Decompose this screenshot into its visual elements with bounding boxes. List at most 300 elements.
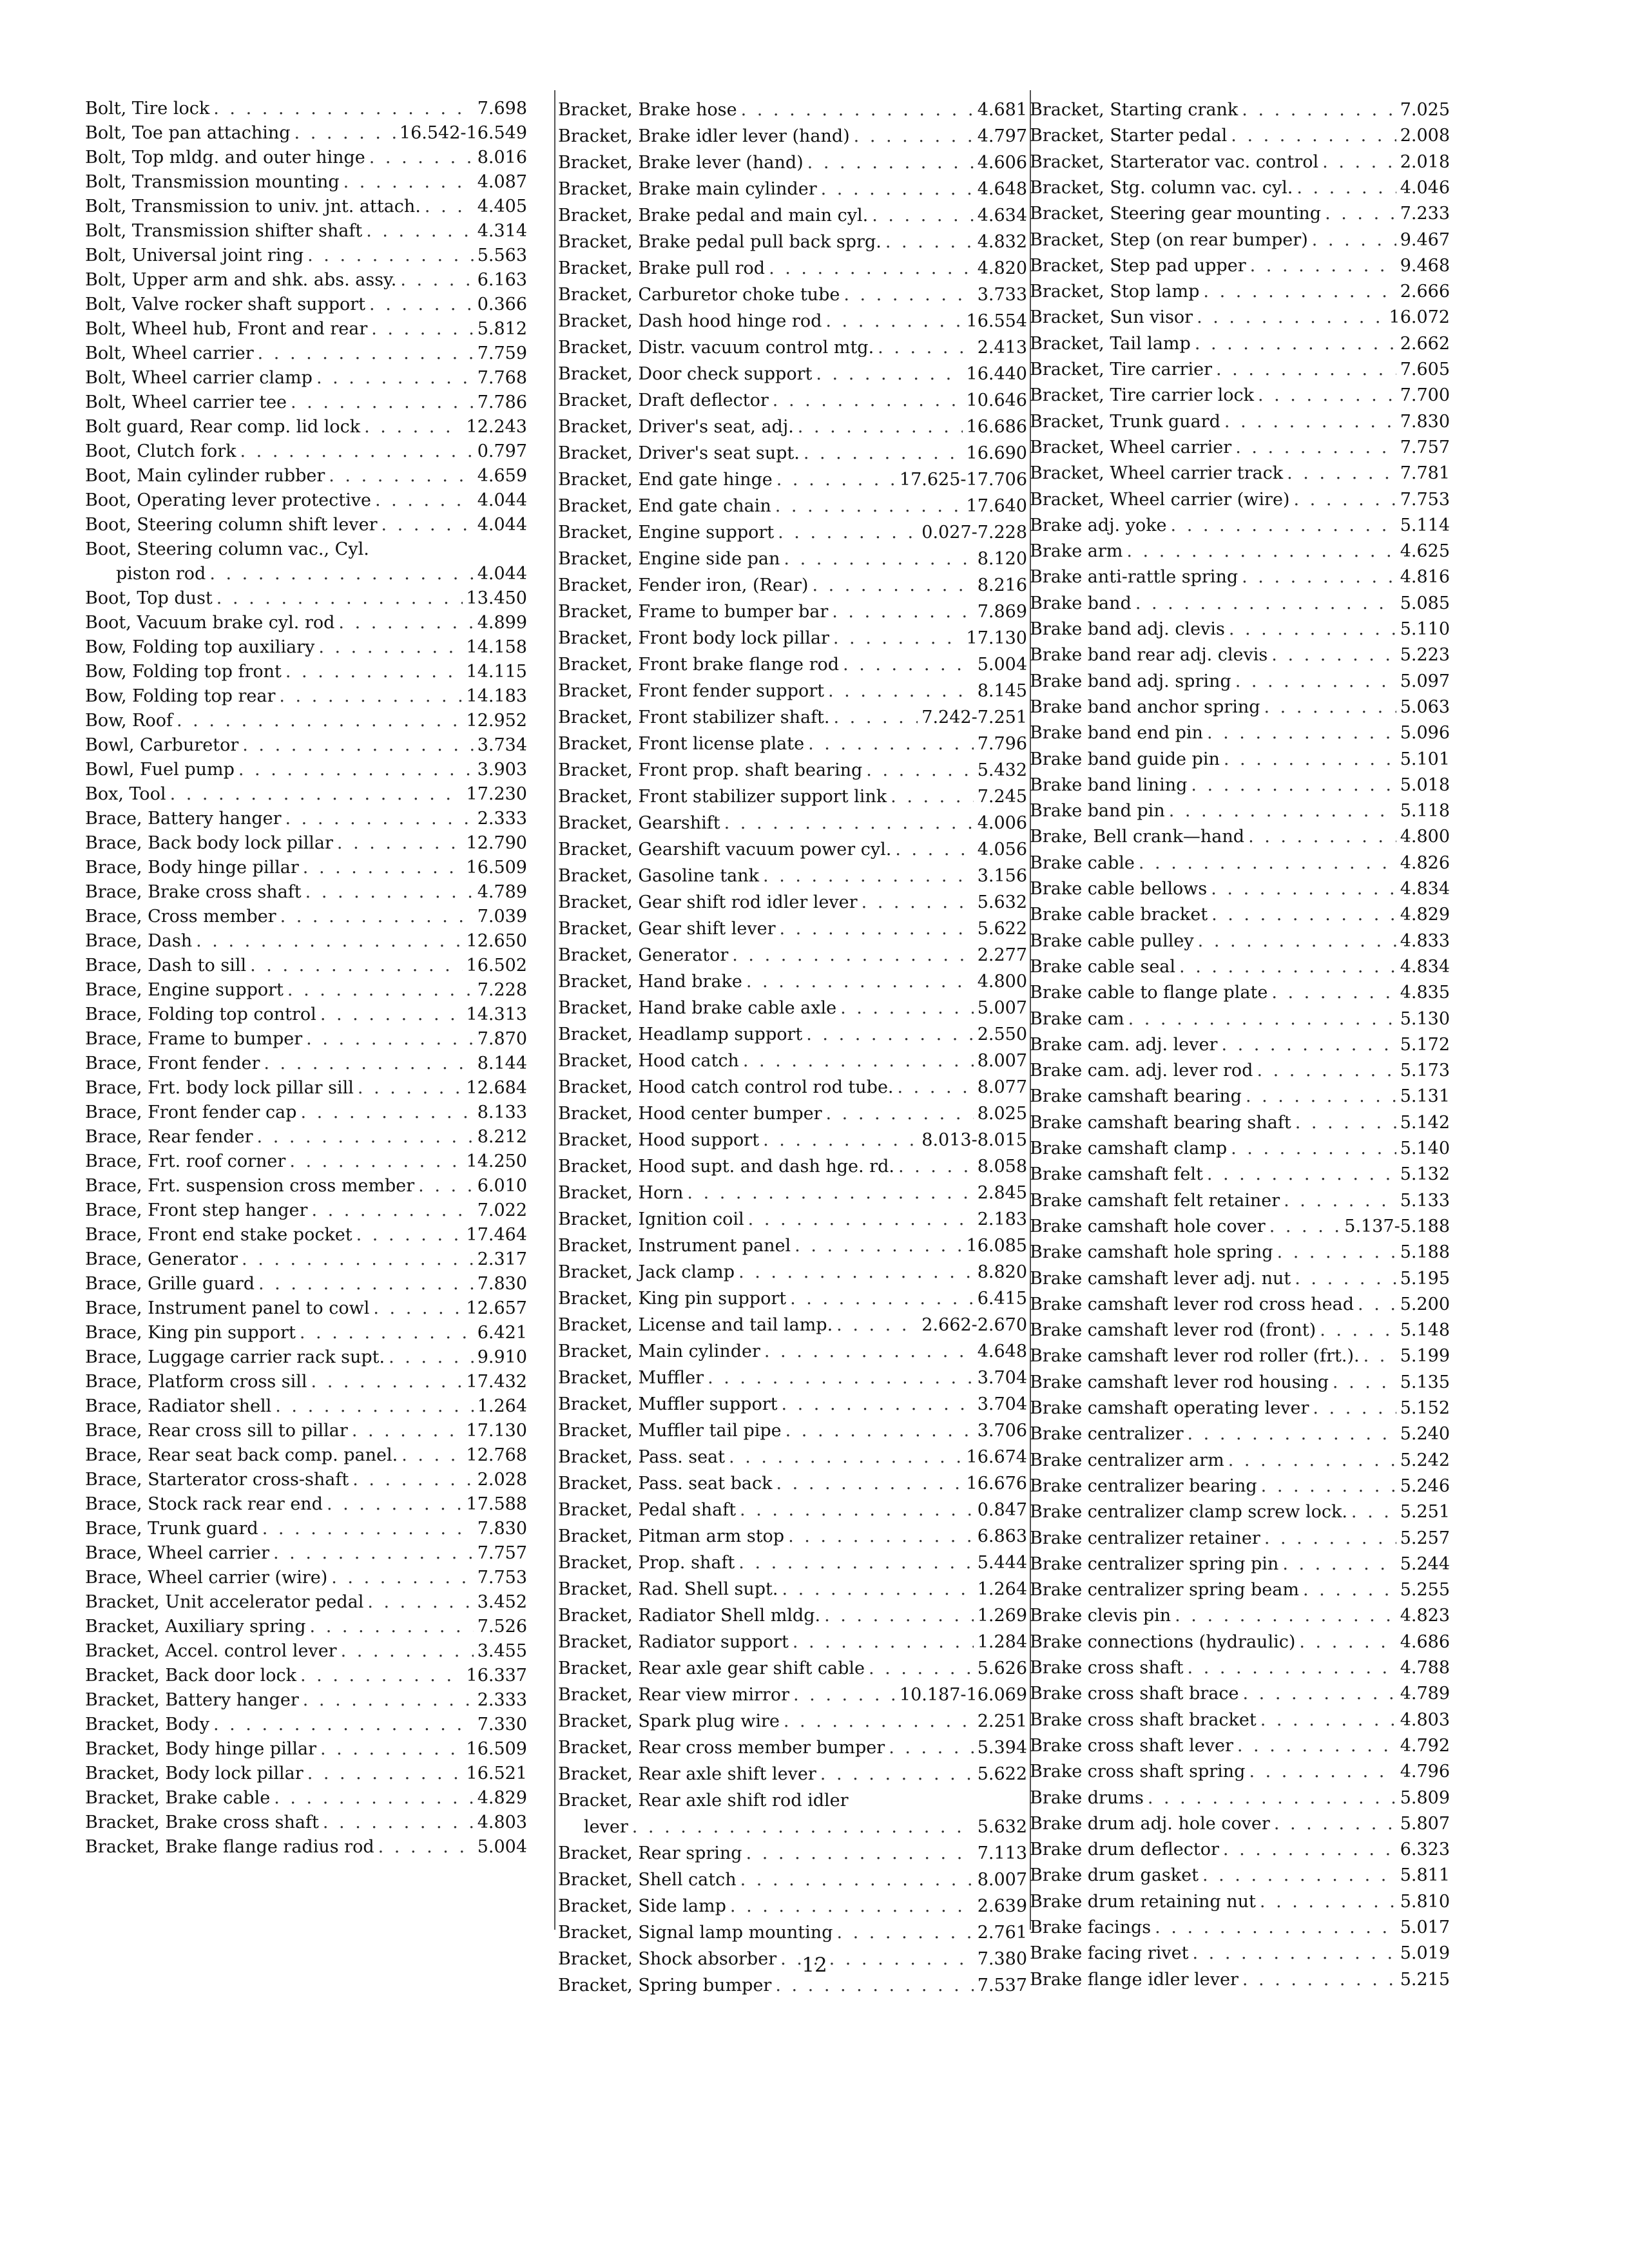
leader-dots: [763, 864, 974, 889]
index-entry: [1030, 1189, 1450, 1213]
index-entry-name: Brake cam. adj. lever rod: [1030, 1061, 1253, 1081]
index-entry: [85, 390, 527, 415]
leader-dots: [1351, 1500, 1396, 1524]
index-entry-name: Brake cross shaft bracket: [1030, 1709, 1257, 1730]
index-entry-page: 4.832: [977, 232, 1027, 252]
index-entry-name: Bracket, Front body lock pillar: [558, 628, 829, 648]
leader-dots: [303, 856, 463, 880]
leader-dots: [1269, 1215, 1341, 1239]
leader-dots: [807, 151, 974, 175]
leader-dots: [1313, 1396, 1396, 1421]
index-entry-page: 5.563: [477, 245, 527, 265]
index-entry-page: 16.521: [466, 1763, 527, 1783]
index-entry-name: Bracket, Brake pedal and main cyl.: [558, 206, 869, 226]
index-entry-page: 2.413: [977, 338, 1027, 358]
leader-dots: [1296, 176, 1396, 200]
index-entry-name: Bolt, Wheel carrier: [85, 343, 254, 363]
index-entry: [1030, 955, 1450, 979]
index-entry-page: 16.440: [966, 364, 1027, 384]
index-entry-name: Brake facing rivet: [1030, 1943, 1189, 1964]
leader-dots: [1148, 1786, 1396, 1811]
leader-dots: [418, 1174, 474, 1198]
leader-dots: [358, 1076, 463, 1100]
index-entry-page: 7.700: [1400, 385, 1450, 406]
index-entry: [85, 1296, 527, 1321]
index-entry: [1030, 1474, 1450, 1499]
index-entry-page: 13.450: [466, 588, 527, 608]
leader-dots: [1224, 747, 1396, 772]
index-entry-name: Bracket, Hand brake cable axle: [558, 998, 837, 1018]
leader-dots: [273, 1541, 474, 1566]
index-entry: [1030, 773, 1450, 798]
leader-dots: [778, 521, 918, 545]
index-entry-name: Bracket, Signal lamp mounting: [558, 1923, 833, 1943]
leader-dots: [287, 978, 474, 1003]
index-entry-page: 9.467: [1400, 229, 1450, 250]
index-entry-page: 5.188: [1400, 1242, 1450, 1263]
index-entry-page: 8.007: [977, 1870, 1027, 1890]
index-entry-page: 6.421: [477, 1323, 527, 1343]
index-entry-name: Bracket, King pin support: [558, 1289, 787, 1309]
index-entry: [558, 706, 1027, 730]
index-entry: [558, 917, 1027, 941]
index-entry-name: Bracket, Rear spring: [558, 1843, 742, 1863]
index-entry-name: Bracket, Wheel carrier (wire): [1030, 489, 1290, 510]
index-entry-name: Brake camshaft lever adj. nut: [1030, 1268, 1291, 1289]
index-entry-name: Bracket, Shock absorber: [558, 1949, 777, 1969]
leader-dots: [1271, 981, 1396, 1005]
index-entry: [1030, 1448, 1450, 1473]
index-entry: [558, 1894, 1027, 1919]
index-entry-name: Bracket, Front brake flange rod: [558, 655, 840, 675]
index-entry-page: 2.662: [1400, 333, 1450, 354]
index-entry: [1030, 1656, 1450, 1680]
index-entry-name: Brake camshaft lever rod roller (frt.).: [1030, 1346, 1360, 1367]
index-entry-page: 7.113: [977, 1843, 1027, 1863]
index-entry: [85, 488, 527, 513]
index-entry-name: Brake camshaft felt: [1030, 1164, 1203, 1185]
index-entry: [85, 1443, 527, 1468]
index-entry-name: Brace, King pin support: [85, 1323, 296, 1343]
leader-dots: [836, 1313, 918, 1338]
leader-dots: [316, 366, 474, 390]
leader-dots: [1293, 488, 1396, 512]
index-entry-name: Brake centralizer bearing: [1030, 1475, 1257, 1496]
index-entry-name: Bracket, Shell catch: [558, 1870, 737, 1890]
index-entry: [85, 709, 527, 733]
index-entry-page: 16.509: [466, 858, 527, 878]
index-entry: [1030, 1708, 1450, 1733]
index-entry: [85, 464, 527, 488]
leader-dots: [300, 1321, 474, 1345]
index-entry-name: Brake flange idler lever: [1030, 1969, 1239, 1990]
index-entry-page: 4.044: [477, 564, 527, 584]
index-entry: [1030, 150, 1450, 175]
index-entry: [558, 1815, 1027, 1840]
leader-dots: [729, 1445, 962, 1470]
index-entry-name: Bracket, Engine side pan: [558, 549, 780, 569]
leader-dots: [389, 1345, 474, 1370]
leader-dots: [170, 782, 463, 807]
leader-dots: [217, 586, 463, 611]
index-entry: [1030, 228, 1450, 253]
index-entry: [85, 170, 527, 195]
index-entry-page: 7.830: [1400, 411, 1450, 432]
index-entry-page: 2.761: [977, 1923, 1027, 1943]
leader-dots: [743, 1049, 974, 1073]
leader-dots: [798, 415, 963, 439]
index-entry-page: 5.257: [1400, 1528, 1450, 1548]
leader-dots: [687, 1181, 973, 1206]
leader-dots: [708, 1366, 974, 1390]
index-entry-name: Bracket, Radiator Shell mldg.: [558, 1606, 821, 1626]
index-entry: [558, 785, 1027, 809]
leader-dots: [1211, 877, 1396, 901]
index-entry: [85, 341, 527, 366]
leader-dots: [804, 441, 963, 466]
index-entry-page: 4.834: [1400, 879, 1450, 899]
index-entry-page: 5.223: [1400, 645, 1450, 666]
leader-dots: [730, 1894, 974, 1919]
leader-dots: [885, 230, 974, 255]
index-entry-page: 5.632: [977, 892, 1027, 912]
index-entry: [1030, 721, 1450, 745]
index-entry-page: 5.019: [1400, 1943, 1450, 1964]
index-entry-page: 2.008: [1400, 126, 1450, 146]
index-entry: [1030, 1916, 1450, 1940]
index-entry-name: Bracket, Spring bumper: [558, 1975, 772, 1995]
leader-dots: [1235, 436, 1396, 460]
leader-dots: [738, 1260, 974, 1285]
index-entry-name: Bracket, Engine support: [558, 523, 775, 543]
leader-dots: [1195, 332, 1396, 356]
index-entry-page: 7.242-7.251: [921, 707, 1027, 727]
leader-dots: [303, 1688, 474, 1713]
index-entry: [85, 1737, 527, 1762]
index-entry-page: 5.140: [1400, 1139, 1450, 1158]
index-entry-page: 14.183: [466, 686, 527, 706]
index-entry-name: Bracket, Rear view mirror: [558, 1685, 789, 1705]
leader-dots: [240, 439, 474, 464]
index-entry-name: Bracket, Brake pull rod: [558, 258, 766, 278]
index-entry-page: 7.753: [477, 1568, 527, 1588]
index-entry-name: Brake anti-rattle spring: [1030, 567, 1239, 588]
index-entry-page: 4.834: [1400, 956, 1450, 977]
leader-dots: [821, 177, 974, 202]
index-entry-page: 12.657: [466, 1298, 527, 1318]
index-entry-page: 14.313: [466, 1004, 527, 1024]
leader-dots: [285, 807, 474, 831]
index-entry-name: Brake camshaft lever rod (front): [1030, 1320, 1316, 1341]
index-entry: [85, 1272, 527, 1296]
index-entry: [85, 1370, 527, 1394]
index-entry-name: Bracket, End gate chain: [558, 496, 771, 516]
index-entry-name: Brake cable pulley: [1030, 930, 1194, 951]
leader-dots: [242, 733, 473, 758]
index-entry-page: 3.706: [977, 1421, 1027, 1441]
index-entry-name: Brake camshaft bearing: [1030, 1086, 1242, 1107]
index-entry-page: 16.072: [1389, 307, 1450, 328]
leader-dots: [1260, 1708, 1396, 1733]
leader-dots: [826, 1102, 974, 1126]
index-entry-page: 5.444: [977, 1553, 1027, 1573]
index-entry: [1030, 1422, 1450, 1446]
leader-dots: [834, 706, 918, 730]
index-entry-page: 5.246: [1400, 1475, 1450, 1496]
index-entry-page: 4.056: [977, 840, 1027, 860]
index-entry-page: 7.781: [1400, 463, 1450, 484]
leader-dots: [1216, 358, 1396, 382]
index-entry-name: Brake camshaft operating lever: [1030, 1398, 1309, 1418]
leader-dots: [1261, 1474, 1396, 1499]
leader-dots: [262, 1517, 474, 1541]
index-entry-page: 4.829: [1400, 905, 1450, 925]
index-entry-page: 2.018: [1400, 151, 1450, 172]
index-entry-page: 5.152: [1400, 1398, 1450, 1418]
leader-dots: [1211, 903, 1396, 927]
index-entry: [1030, 1890, 1450, 1914]
leader-dots: [795, 1234, 962, 1258]
index-entry-name: Brace, Platform cross sill: [85, 1372, 307, 1392]
index-entry-page: 4.789: [1400, 1684, 1450, 1704]
index-entry: [558, 1049, 1027, 1073]
index-entry-name: Bracket, Driver's seat supt.: [558, 443, 800, 463]
leader-dots: [1171, 514, 1396, 538]
index-entry-page: 16.542-16.549: [399, 123, 527, 143]
index-entry: [1030, 591, 1450, 616]
index-entry: [558, 1445, 1027, 1470]
column-divider-left: [554, 90, 555, 1930]
index-entry-name: Bracket, Body: [85, 1715, 209, 1735]
index-entry-page: 8.016: [477, 148, 527, 168]
index-entry-page: 5.809: [1400, 1787, 1450, 1808]
leader-dots: [1295, 1267, 1396, 1291]
index-entry-name: Bracket, Hand brake: [558, 972, 742, 992]
index-entry: [1030, 1162, 1450, 1187]
index-entry-name: Brace, Rear seat back comp. panel.: [85, 1445, 398, 1465]
index-entry-name: Bracket, Fender iron, (Rear): [558, 575, 809, 595]
leader-dots: [1175, 1604, 1396, 1628]
leader-dots: [773, 389, 963, 413]
leader-dots: [898, 1075, 974, 1100]
index-entry: [85, 219, 527, 244]
index-entry: [558, 151, 1027, 175]
index-entry: [85, 195, 527, 219]
index-entry-page: 4.606: [977, 153, 1027, 173]
index-entry-page: 5.137-5.188: [1344, 1216, 1450, 1236]
index-entry-page: 4.796: [1400, 1762, 1450, 1782]
index-entry-page: 7.245: [977, 787, 1027, 807]
index-entry-page: 5.244: [1400, 1553, 1450, 1574]
leader-dots: [341, 1639, 474, 1664]
index-entry: [558, 970, 1027, 994]
index-entry-name: Bracket, Front stabilizer shaft.: [558, 707, 830, 727]
leader-dots: [337, 831, 463, 856]
index-entry: [85, 439, 527, 464]
leader-dots: [1197, 305, 1385, 330]
index-entry-name: Bow, Folding top rear: [85, 686, 276, 706]
index-entry: [85, 1566, 527, 1590]
index-entry: [85, 97, 527, 121]
index-entry-name: Brake centralizer spring beam: [1030, 1580, 1299, 1600]
leader-dots: [764, 1340, 974, 1364]
index-entry: [1030, 1318, 1450, 1343]
leader-dots: [1320, 1318, 1396, 1343]
index-entry-name: Bracket, Muffler tail pipe: [558, 1421, 782, 1441]
index-entry-name: Bracket, Pedal shaft: [558, 1500, 737, 1520]
index-entry-name: Brace, Luggage carrier rack supt.: [85, 1347, 385, 1367]
index-entry-page: 14.115: [466, 662, 527, 682]
index-entry-page: 5.632: [977, 1817, 1027, 1837]
index-entry-name: Bracket, Driver's seat, adj.: [558, 417, 794, 437]
index-entry-name: Brace, Cross member: [85, 907, 276, 927]
index-entry-page: 8.077: [977, 1077, 1027, 1097]
index-entry: [1030, 1267, 1450, 1291]
index-entry-name: Brace, Front fender cap: [85, 1102, 297, 1122]
index-entry: [558, 1498, 1027, 1523]
index-entry-page: 9.910: [477, 1347, 527, 1367]
index-entry-page: 5.017: [1400, 1917, 1450, 1937]
index-entry-page: 4.792: [1400, 1735, 1450, 1756]
index-entry: [558, 230, 1027, 255]
index-entry-page: 5.004: [977, 655, 1027, 675]
index-entry: [558, 1630, 1027, 1655]
index-entry: [558, 600, 1027, 624]
index-entry-name: Bracket, Muffler: [558, 1368, 704, 1388]
index-entry-name: Bracket, Tire carrier: [1030, 360, 1212, 380]
index-entry-name: Bracket, Tail lamp: [1030, 333, 1191, 354]
index-entry: [1030, 539, 1450, 564]
index-entry-page: 10.187-16.069: [899, 1685, 1027, 1705]
index-entry: [1030, 1786, 1450, 1811]
leader-dots: [242, 1247, 474, 1272]
leader-dots: [1243, 1682, 1396, 1706]
index-entry-name: Brace, Starterator cross-shaft: [85, 1470, 349, 1490]
leader-dots: [381, 513, 474, 537]
index-entry-page: 4.829: [477, 1788, 527, 1808]
index-entry-name: Brace, Wheel carrier: [85, 1543, 269, 1563]
index-entry-page: 8.216: [977, 575, 1027, 595]
leader-dots: [746, 1841, 974, 1866]
index-entry: [1030, 695, 1450, 720]
leader-dots: [1282, 1552, 1396, 1577]
index-entry: [558, 1128, 1027, 1153]
leader-dots: [425, 195, 474, 219]
leader-dots: [833, 626, 963, 651]
index-entry: [85, 586, 527, 611]
index-entry: [85, 1345, 527, 1370]
index-entry-page: 5.255: [1400, 1580, 1450, 1600]
index-entry-name: Brake arm: [1030, 541, 1123, 562]
leader-dots: [329, 464, 473, 488]
index-entry: [558, 1472, 1027, 1496]
index-entry-page: 2.639: [977, 1896, 1027, 1916]
leader-dots: [1223, 1838, 1396, 1862]
index-entry-page: 17.464: [466, 1225, 527, 1245]
leader-dots: [812, 573, 973, 598]
index-entry-page: 5.812: [477, 319, 527, 339]
index-entry-name: Brace, Radiator shell: [85, 1396, 272, 1416]
leader-dots: [250, 954, 462, 978]
index-entry-page: 8.025: [977, 1104, 1027, 1124]
index-entry-page: 7.786: [477, 392, 527, 412]
index-entry-name: Boot, Top dust: [85, 588, 213, 608]
index-entry-page: 8.212: [477, 1127, 527, 1147]
index-entry: [1030, 1838, 1450, 1862]
leader-dots: [1188, 1422, 1396, 1446]
index-entry-name: Boot, Clutch fork: [85, 441, 236, 461]
index-entry: [1030, 98, 1450, 122]
leader-dots: [366, 219, 474, 244]
index-entry: [558, 573, 1027, 598]
index-entry-page: 4.634: [977, 206, 1027, 226]
leader-dots: [1258, 383, 1396, 408]
index-entry-page: 4.006: [977, 813, 1027, 833]
index-entry-page: 7.759: [477, 343, 527, 363]
leader-dots: [790, 1287, 974, 1311]
leader-dots: [1221, 1033, 1396, 1057]
index-entry: [85, 1713, 527, 1737]
leader-dots: [895, 838, 973, 862]
leader-dots: [1264, 1526, 1396, 1551]
index-entry: [85, 562, 527, 586]
index-entry-name: Brace, Rear cross sill to pillar: [85, 1421, 348, 1441]
index-entry-name: Bracket, Rear cross member bumper: [558, 1738, 885, 1758]
index-entry: [85, 954, 527, 978]
index-entry-name: Brake camshaft hole cover: [1030, 1216, 1266, 1236]
index-entry: [85, 635, 527, 660]
index-entry: [85, 929, 527, 954]
index-entry: [85, 660, 527, 684]
index-entry-name: Bow, Folding top front: [85, 662, 282, 682]
leader-dots: [775, 494, 963, 519]
index-entry: [85, 1639, 527, 1664]
index-entry: [558, 1023, 1027, 1047]
index-entry-page: 5.132: [1400, 1164, 1450, 1185]
index-entry: [558, 1260, 1027, 1285]
index-entry: [558, 1392, 1027, 1417]
index-entry: [558, 1102, 1027, 1126]
leader-dots: [275, 1394, 473, 1419]
index-entry-name: Bracket, Back door lock: [85, 1666, 296, 1686]
index-entry-name: Brake cam. adj. lever: [1030, 1034, 1218, 1055]
index-entry-name: Brake centralizer: [1030, 1424, 1184, 1445]
index-entry-page: 8.144: [477, 1053, 527, 1073]
index-entry: [558, 547, 1027, 572]
index-entry-name: Brake cross shaft: [1030, 1658, 1184, 1678]
index-entry-name: Bracket, Front fender support: [558, 681, 824, 701]
leader-dots: [258, 1272, 474, 1296]
leader-dots: [1284, 1189, 1396, 1213]
leader-dots: [1364, 1344, 1396, 1369]
index-entry-name: Boot, Operating lever protective: [85, 490, 371, 510]
leader-dots: [1203, 280, 1396, 304]
index-entry-page: 4.803: [477, 1812, 527, 1832]
index-entry-name: Bracket, Front stabilizer support link: [558, 787, 887, 807]
index-entry-name: Brake cable seal: [1030, 956, 1176, 977]
index-entry-page: 1.269: [977, 1606, 1027, 1626]
leader-dots: [1135, 591, 1396, 616]
leader-dots: [1155, 1916, 1396, 1940]
index-entry: [85, 831, 527, 856]
index-entry-name: Bolt, Tire lock: [85, 99, 210, 119]
index-entry-name: Brace, Dash: [85, 931, 193, 951]
leader-dots: [1322, 150, 1396, 175]
index-entry-name: Bolt guard, Rear comp. lid lock: [85, 417, 361, 437]
index-entry: [85, 758, 527, 782]
index-entry-name: Brake camshaft hole spring: [1030, 1242, 1273, 1263]
index-entry: [558, 1551, 1027, 1575]
